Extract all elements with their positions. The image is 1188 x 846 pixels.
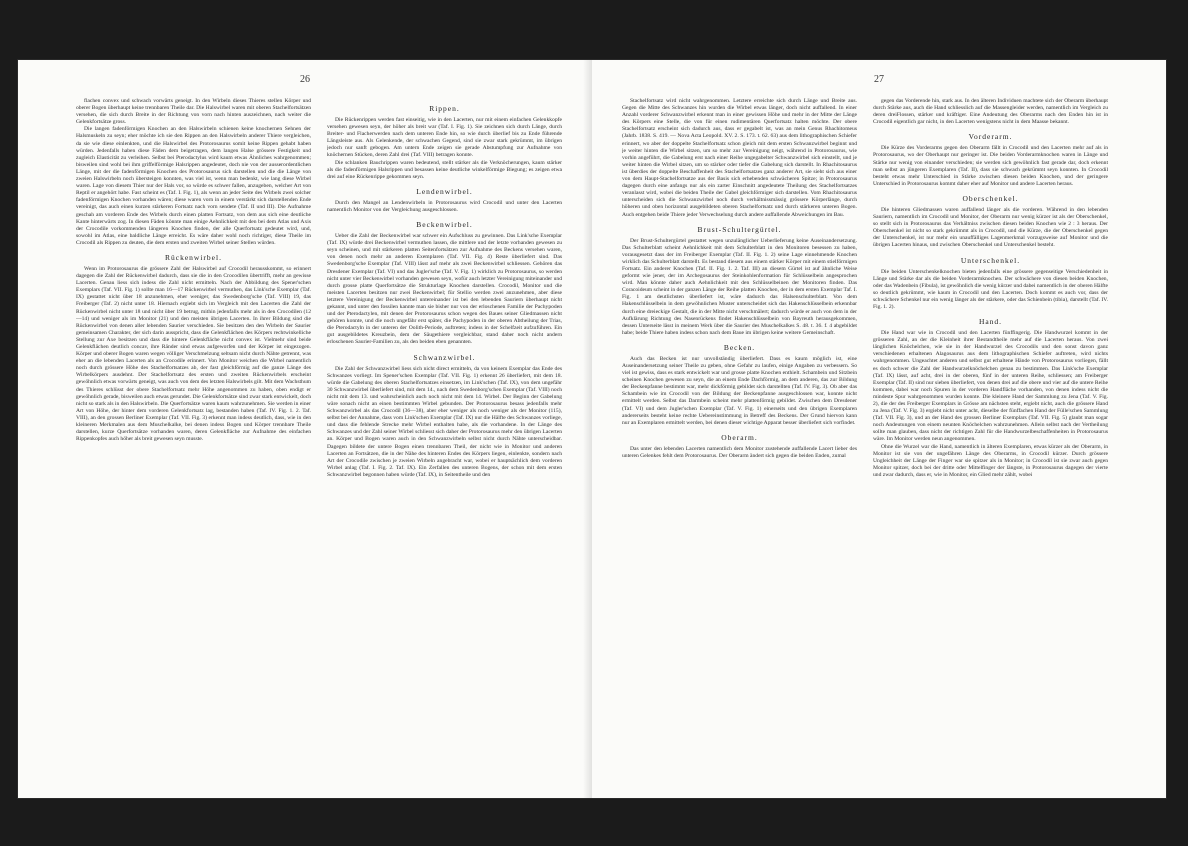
paragraph: Das unter den lebenden Lacerten namentlich dem Monitor zustehende auffallende Lacert lieber des unteren Gelenkes fehlt dem Protorosaurus. Der Oberarm ändert sich gegen die beiden Enden, zumal: [622, 445, 857, 459]
paragraph: Die beiden Unterschenkelknochen bieten jedenfalls eine grössere gegenseitige Verschiedenheit in Länge und Stärke dar als die beiden Vorderarmknochen. Der schwächere von diesen beiden Knochen, oder das Wadenbein (Fibula), ist gewöhnlich die wenig kürzer und dabei namentlich in der oberen Hälfte so deutlich gekrümmt, wie kaum in Crocodil und den Lacerten. Doch kommt es auch vor, dass der schwächere Schenkel nur ein wenig länger als der stärkere, oder das Schienbein (tibia), darstellt (Taf. IV. Fig. 1. 2).: [873, 268, 1108, 310]
section-heading: Unterschenkel.: [960, 255, 1021, 265]
paragraph: gegen das Vorderende hin, stark aus. In den älteren Individuen machtete sich der Oberarm überhaupt durch Stärke aus, auch die Hand schliesslich auf die Massengleider werden, namentlich im Vergleich zu deren dreiFlossen, stärker und kräftiger. Eine Andeutung des Oberarms nach den Enden hin ist in Crocodil eigentlich gar nicht, in den Lacerten wenigstens nicht in dem Maasse bekannt.: [873, 98, 1108, 126]
section-heading: Rückenwirbel.: [165, 252, 222, 262]
column-2: [873, 98, 1108, 778]
paragraph: Ohne die Wurzel war die Hand, namentlich in älteren Exemplaren, etwas kürzer als der Oberarm, in Monitor ist sie von der ungefähren Länge des Oberarms, in Crocodil kürzer. Durch grössere Ungleichheit der Länge der Finger war sie spitzer als in Monitor; in Crocodil ist sie zwar auch gegen Monitor spitzer, doch bei der dritte oder Mittelfinger der längste, in Protorosaurus dagegen der vierte und zwar dadurch, dass er, wie in Monitor, ein Glied mehr zählt, wobei: [873, 443, 1108, 478]
text-columns: [622, 98, 1108, 778]
section-heading: Hand.: [978, 317, 1003, 327]
column-1: [622, 98, 857, 778]
paragraph: Die langen fadenförmigen Knochen an den Halswirbeln schienen keine knochernen Sehnen der Halsmuskeln zu seyn; eher möchte ich sie den Rippen an den Halswirbeln anderer Thiere vergleichen, da sie wie diese einlenkten, und die Halswirbel des Protorosaurus somit keine Rippen gehabt haben würden. Jedenfalls haben diese Fäden dem beigetragen, dem langen Halse grössere Festigkeit und zugleich Elasticität zu verleihen. Selbst bei Pterodactylus wird kaum etwas Ähnliches wahrgenommen; bisweilen sind wohl bei ihm griffelförmige Halsrippen angedeutet, doch nie von der ausserordentlichen Länge, mit der die fadenförmigen Knochen des Protorosaurus sich darstellen und die die Länge von zweien Halswirbeln noch übersteigen konnten, was viel ist, wenn man bedenkt, wie lang diese Wirbel waren. Lage von diesem Thier nur der Hals vor, so würde es schwer fallen, anzugeben, welcher Art von Reptil er angehört habe. Fast scheint es (Taf. I. Fig. 1), als wenn an jeder Seite des Wirbels zwei solcher fadenförmigen Knochen vorhanden wären; diese waren vorn in einem verstärkt sich darstellenden Ende vereinigt, das auch einen kurzen stärkeren Fortsatz nach vorn sendete (Taf. II und III). Die Aufnahme geschah am vorderen Ende des Wirbels durch einen platten Fortsatz, von dem aus sich eine deutliche Kante hinterwärts zog. In diesen Fäden könnte man einige Aehnlichkeit mit den bei dem Atlas und Axis der Crocodile vorkommenden längeren Knochen finden, der alle Querfortsatz gedeutet wird, und, sowohl im Atlas, eine baldliche Länge erreicht. Es wäre daher wohl noch richtiger, diese Theile im Crocodil als Rippen zu deuten, die dem ersten und zweiten Wirbel seiner Stellen würden.: [76, 126, 311, 246]
paragraph: Die schlanken Bauchrippen waren bedeutend, stellt stärker als die Verknöcherungen, kaum stärker als die fadenförmigen Halsrippen und besassen keine deutliche winkelförmige Biegung; es zeigen etwa drei auf eine Rückenrippe gekommen seyn.: [327, 159, 562, 180]
paragraph: Die hinteren Gliedmassen waren auffallend länger als die vorderen. Während in den lebenden Sauriern, namentlich im Crocodil und Monitor, der Oberarm nur wenig kürzer ist als der Oberschenkel, so stellt sich in Protorosaurus das Verhältniss zwischen diesen beiden Knochen wie 2 : 3 heraus. Der Oberschenkel ist nicht so stark gekrümmt als in Crocodil, und die Kürze, die der Oberschenkel gegen der Unterschenkel, ist nur mehr ein unauffälliges Lagenmerkmal vorzugsweise auf Monitor und die übrigen Lacerten hinaus, und zwischen Oberschenkel und Unterschenkel besteht.: [873, 206, 1108, 249]
section-heading: Rippen.: [429, 104, 460, 113]
paragraph: Wenn im Protorosaurus die grössere Zahl der Halswirbel auf Crocodil herausskommt, so erinnert dagegen die Zahl der Rückenwirbel dadurch, dass sie die in den Crocodilen übertrifft, mehr an gewisse Lacerten. Genau liess sich indess die Zahl nicht ermitteln. Nach der Abbildung des Spener'schen Exemplars (Taf. VII. Fig. 1) sollte man 16—17 Rückenwirbel vermuthen, das Link'sche Exemplar (Taf. IX) gestattet nicht über 18 anzunehmen, eher weniger, das Swedenborg'sche (Taf. VIII) 19, das Freiberger (Taf. 2) nicht unter 18. Hiernach ergiebt sich im Vergleich mit den Lacerten die Zahl der Rückenwirbel nicht unter 18 und nicht über 19 betrug, mithin jedenfalls mehr als in den Crocodilen (12—14) und weniger als im Monitor (21) und den meisten übrigen Lacerten. In ihrer Bildung sind die Rückenwirbel von denen aller lebenden Saurier verschieden. Sie besitzen den den Wirbeln der Saurier gemeinsamen Charakter, der sich darin ausspricht, dass die Gelenkflächen des Körpers rechtwinkelliche Stellung zur Axe besitzen und dass die hintere Gelenkfläche nicht convex ist. Vielmehr sind beide Gelenkflächen deutlich concav, ihre Ränder sind etwas aufgeworfen und der Körper ist eingezogen. Körper und oberer Bogen waren wegen völliger Verschmelzung seltsam nicht durch Nähte getrennt, was eher an die lebenden Lacerten als an Crocodile erinnert. Von Monitor weichen die Wirbel namentlich noch durch grössere Höhe des Stachelfortsatzes ab, der fast gleichförmig auf die ganze Länge des Wirbelkörpers ausdehnt. Der Stachelfortsatz des ersten und zweiten Rückenwirbels erscheint gewöhnlich etwas vorwärts geneigt, was auch von dem des letzten Halswirbels gilt. Mit dem Wachsthum des Thieres schlüsst der obere Stachelfortsatz mehr Höhe angenommen zu haben, oben endigt er gewöhnlich gerade, bisweilen auch etwas gerundet. Die Gelenkfortsätze sind zwar stark entwickelt, doch nicht so stark als in den Halswirbeln. Die Querfortsätze waren kaum wahrzunehmen. Sie werden in einer Art von Höhe, der hinter dem vorderen Gelenkfortsatz lag, bestanden haben (Taf. IV. Fig. 1. 2. Taf. VIII), an den grossen Berliner Exemplar (Taf. VII. Fig. 3) erkennt man indess deutlich, dass, wie in den kleineren Merkmalen aus dem Muschelkalke, bei denen indess Bogen und Körper trennbare Theile darstellen, kurze Querfortsätze vorhanden waren, deren Gelenkfläche zur Aufnahme des einfachen Rippenkopfes auch höher als breit gewesen seyn musste.: [76, 265, 311, 443]
page-number: 26: [300, 74, 310, 85]
paragraph: Stachelfortsatz wird nicht wahrgenommen. Letztere erreichte sich durch Länge und Breite aus. Gegen die Mitte des Schwanzes hin wurden die Wirbel etwas länger, doch nicht auffallend. In einer Anzahl vorderer Schwanzwirbel erkennt man in einer gewissen Höhe und mehr in der Mitte der Länge des Körpers eine Stelle, die von für einen rudimentären Querfortsatz halten möchte. Der obere Stachelfortsatz erscheint sich dadurch aus, dass er gegabelt ist, was an mein Genus Rhachitomeus (Jahrb. 1838. S. 419. — Nova Acta Leopold. XV. 2. S. 173. t. 62. 63) aus dem lithographischen Schiefer erinnert, wo aber der doppelte Stachelfortsatz schon gleich mit dem ersten Schwanzwirbel beginnt und je weiter hinten die Wirbel sitzen, um so mehr zur Vereinigung neigt, während in Protorosaurus, wie vorhin angeführt, die Gabelung erst nach einer Reihe ungegabelter Schwanzwirbel sich einstellt, und je weiter hinten die Wirbel sitzen, um so stärker oder tiefer die Gabelung sich darstellt. In Rhachitosaurus ist überdies der doppelte Beschaffenheit des Stachelfortsatzes ganz anderer Art, sie sieht sich aus einer von dem Haupt-Stachelfortsatze aus der Basis sich erhebenden schwächeren Spitze; in Protorosaurus dagegen durch eine anfangs nur als ein zarter Einschnitt angedeutete Theilung des Stachelfortsatzes veranlasst wird, wobei die beiden Theile der Gabel gleichförmiger sich darstellen. Vom Rhachitosaurus unterscheiden sich die Schwanzwirbel noch durch verhältnissmässig grössere Körperlänge, durch höheren und oben horizontal ausgebildeten oberen Stachelfortsatz und durch stärkeren unteren Bogen. Auch entgehen beide Thiere jeder Verwechselung durch andere auffallende Abweichungen im Bau.: [622, 98, 857, 218]
page-gutter-shadow: [583, 60, 592, 798]
section-heading: Becken.: [723, 342, 756, 352]
paragraph: Auch das Becken ist nur unvollständig überliefert. Dass es kaum möglich ist, eine Auseinandersetzung seiner Theile zu geben, ohne Gefahr zu laufen, einige Angaben zu verbessern. So viel ist gewiss, dass es stark entwickelt war und grosse platte Knochen enthielt. Schambein und Sitzbein scheinen Knochen gewesen zu seyn, die an einem Ende Dachförmig, an dem anderen, das zur Bildung der Beckenpfanne bestimmt war, mehr dickförmig gebildet sich darstellten (Taf. IV. Fig. 3). Ob aber das Schambein wie im Crocodil von der Bildung der Beckenpfanne ausgeschlossen war, konnte nicht ermittelt werden. Selbst das Darmbein scheint mehr plattenförmig gebildet. Zwischen dem Dresdener (Taf. VI) und dem Jugler'schen Exemplar (Taf. V. Fig. 1) einerseits und den übrigen Exemplaren andererseits besteht keine rechte Uebereinstimmung in Betreff des Beckens. Der Grund hiervon kann nur an Exemplaren ermittelt werden, bei denen dieser wichtige Apparat besser überliefert sich vorfindet.: [622, 355, 857, 426]
section-heading: Oberarm.: [721, 432, 758, 442]
section-heading: Brust-Schultergürtel.: [697, 224, 782, 234]
column-1: [76, 98, 311, 778]
section-heading: Oberschenkel.: [962, 193, 1019, 203]
paragraph: Die Hand war wie in Crocodil und den Lacerten fünffingerig. Die Handwurzel kommt in der grösseren Zahl, an der die Kleinheit ihrer Bestandtheile mehr auf die Lacerten heraus. Von zwei länglichen Knöchelchen, wie sie in der Handwurzel des Crocodils und den sonst davon ganz verschiedenen erhaltenen Alagosaurus aus dem lithographischen Schiefer auftreten, wird nichts wahrgenommen. Ungeachtet anderen und selbst gut erhaltene Hände von Protorosaurus vorliegen, fällt es doch schwer die Zahl der Handwurzelknöchelchen genau zu bestimmen. Das Link'sche Exemplar (Taf. IX) lässt, auf acht, drei in der oberen, fünf in der unteren Reihe, schliessen; am Freiberger Exemplar (Taf. II) sind nur sieben überliefert, von denen drei auf die obere und vier auf die untere Reihe kommen, dabei war noch Spuren in der vorderen Handfläche vorhanden, von denen indess nicht die mindeste Spur wahrgenommen wurden konnte. Die kleinere Hand der Sammlung zu Jena (Taf. V. Fig. 2), die der des Freiberger Exemplars in Grösse am nächsten steht, ergiebt nicht, auch die grössere Hand zu Jena (Taf. V. Fig. 3) ergiebt nicht unter acht, dieselbe der fünffachen Hand der Fülle'schen Sammlung (Taf. VII. Fig. 3), und an der Hand des grossen Berliner Exemplars (Taf. VII. Fig. 5) glaubt man sogar noch Andeutungen von einem neunten Knöchelchen wahrzunehmen. Allein selbst nach der Vertheilung sollte man glauben, dass nicht der richtigen Zahl für die Handwurzelbeschaffenheiten in Protorosaurus wäre. Im Monitor werden neun angenommen.: [873, 330, 1108, 443]
paragraph: Die Kürze des Vorderarms gegen den Oberarm fällt in Crocodil und den Lacerten mehr auf als in Protorosaurus, wo der Oberhaupt nur geringer ist. Die beiden Vorderarmknochen waren in Länge und Stärke nur wenig von einander verschieden; sie werden sich gewöhnlich fast gerade dar, doch erkennt man selbst an jüngeren Exemplaren (Taf. II), dass sie schwach gekrümmt seyn konnten. In Crocodil besteht etwas mehr Unterschied in Stärke zwischen diesen beiden Knochen, und der geringere Unterschied in Protorosaurus kommt daher eher auf Monitor und andere Lacerten heraus.: [873, 145, 1108, 187]
page-number: 27: [874, 74, 884, 85]
right-page: [592, 60, 1166, 798]
column-2: [327, 98, 562, 778]
paragraph: Der Brust-Schultergürtel gestattet wegen unzulänglicher Ueberlieferung keine Auseinandersetzung. Das Schulterblatt scheint Aehnlichkeit mit dem Schulterblatt in den Monitoren besessen zu haben, vorausgesetzt dass der im Freiberger Exemplar (Taf. II. Fig. 1. 2) seine Lage einnehmende Knochen wirklich das Schulterblatt darstellt. Es bestand diesem aus einem stärker Körper mit einem stielförmigen Fortsatz. Ein anderer Knochen (Taf. II. Fig. 1. 2. Taf. III) an diesem Gürtel ist auf ähnliche Weise geformt wie jener, der im Archegosaurus der Steinkohlenformation für Schlüsselbein angesprochen wird. Man könnte daher auch Aehnlichkeit mit den Schlüsselbeinen der Monitoren finden. Das Coracoideum scheint in der ganzen Länge der Reihe platten Knochen, der in dem ersten Exemplar Taf. I. Fig. 1 am deutlichsten überliefert ist, wäre dadurch das Halsenschulterblatt. Von dem Hakenschlüsselbein in dem gewöhnlichen Muster unterscheidet sich das Hakenschlüsselbein erkennbar durch eine dreieckige Gestalt, die in der Mitte nicht verschmälert; dadurch würde er auch von dem in der Aufklärung Richtung des Nasenrückens findet Hakenschlüsselbein von Bayreuth herausgekommen, dessen Unterseite lässt in meinem Werk über die Saurier des Muschelkalkes S. 48. t. 36. f. 4 abgebildet habe; beide Thiere haben indess schon nach dem Baue im übrigen keine weitere Gemeinschaft.: [622, 237, 857, 336]
paragraph: Durch den Mangel an Lendenwirbeln in Protorosaurus wird Crocodil und unter den Lacerten namentlich Monitor von der Vergleichung ausgeschlossen.: [327, 199, 562, 213]
paragraph: flachen convex und schwach vorwärts geneigt. In den Wirbeln dieses Thieres stellen Körper und oberer Bogen überhaupt keine trennbaren Theile dar. Die Halswirbel waren mit oberen Stachelfortsätzen versehen, die sich durch Breite in der Richtung von vorn nach hinten auszeichnen, nach weiter die Gelenkfortsätze gross.: [76, 98, 311, 126]
section-heading: Beckenwirbel.: [416, 220, 473, 230]
section-heading: Schwanzwirbel.: [413, 352, 476, 362]
text-columns: [76, 98, 562, 778]
left-page: [18, 60, 592, 798]
paragraph: Ueber die Zahl der Beckenwirbel war schwer ein Aufschluss zu gewinnen. Das Link'sche Exemplar (Taf. IX) würde drei Beckenwirbel vermuthen lassen, die mittlere und der letzte vorhanden gewesen zu seyn scheinen, und mit stärkeren platten Seitenfortsätzen zur Aufnahme des Beckens versehen waren, von denen noch mehr an anderen Exemplaren (Taf. VII. Fig. 4) Reste überliefert sind. Das Swedenborg'sche Exemplar (Taf. VIII) lässt auf mehr als zwei Beckenwirbel schliessen. Gehören das Dresdener Exemplar (Taf. VI) und das Jugler'sche (Taf. V. Fig. 1) wirklich zu Protorosaurus, so werden nicht unter vier Beckenwirbel vorhanden gewesen seyn, wofür auch letzter Vereinigung miteinander und durch grosse platte Querfortsätze die Strukturlage Knochen darstellen. Crocodil, Monitor und die meisten Lacerten besitzen nur zwei Beckenwirbel; für Stellio werden zwei anzunehmen, aber diese letztere Vereinigung der Beckenwirbel untereinander ist bei den lebenden Sauriern überhaupt nicht gekannt, und unter den fossilen kannte man sie bisher nur von der erloschenen Familie der Pachypoden und der Pterodactylen, mit denen der Protorosaurus schon wegen des Baues seiner Gliedmassen nicht gehören konnte, und die noch ungefähr erst später, die Pachypoden in der oberen Abtheilung der Trias, die Pterodactyln in der unteren der Oolith-Periode, auftreten; indess in der Schelfzeit aufzuführen. Ein gut ausgebildetes Kreuzbein, dem der Säugethiere vergleichbar, stand daher noch nicht andern erloschenen Saurier-Familien zu, als den beiden eben genannten.: [327, 233, 562, 346]
book-spread: [18, 60, 1166, 798]
section-heading: Lendenwirbel.: [416, 186, 473, 196]
paragraph: Die Zahl der Schwanzwirbel liess sich nicht direct ermitteln, da von keinem Exemplar das Ende des Schwanzes vorliegt. Im Spener'schen Exemplar (Taf. VII. Fig. 1) erkennt 26 überliefert, mit dem 18. würde die Gabelung des oberen Stachelfortsatzes einsetzen, im Link'schen (Taf. IX), von dem ungefähr 30 Schwanzwirbel überliefert sind, mit dem 14., nach dem Swedenborg'schen Exemplar (Taf. VIII) noch nicht mit dem 13. und wahrscheinlich auch noch nicht mit dem 14. Wirbel. Der Beginn der Gabelung wäre sonach nicht an einen bestimmten Wirbel gebunden. Der Protorosaurus besass jedenfalls mehr Schwanzwirbel als das Crocodil (36—38), aber eher weniger als noch weniger als der Monitor (115), selbst bei der Annahme, dass vom Link'schen Exemplar (Taf. IX) nur die Hälfte des Schwanzes vorliege, und dass die fehlende Strecke mehr Wirbel enthalten habe, als die vorhandene. In der Länge des Schwanzes und der Zahl seiner Wirbel schliesst sich daher der Protorosaurus mehr den übrigen Lacerten an. Körper und Bogen waren auch in den Schwanzwirbeln selbst nicht durch Nähte unterscheidbar. Dagegen bildete der untere Bogen einen trennbaren Theil, der nicht wie in Monitor und anderen Lacerten an Fortsätzen, die in der Nähe des hinteren Endes des Körpers liegen, einlenkte, sondern nach Art der Crocodile zwischen je zweien Wirbeln angebracht war, wobei er hauptsächlich dem vorderen Wirbel anlag (Taf. I. Fig. 2. Taf. IX). Ein Zerfallen des unteren Bogens, der schon mit dem ersten Schwanzwirbel begonnen haben würde (Taf. IX), in Seitentheile und den: [327, 365, 562, 478]
section-heading: Vorderarm.: [968, 132, 1013, 142]
paragraph: Die Rückenrippen werden fast einseitig, wie in den Lacerten, nur mit einem einfachen Gelenkkopfe versehen gewesen seyn, der höher als breit war (Taf. I. Fig. 1). Sie zeichnen sich durch Länge, durch Breiter- und Flacherwerden nach dem unteren Ende hin, so wie durch überlief bis zu Ende führende Längsleiste aus. Als Gelenkende, der schwachen Gegend, sind sie zwar stark gekrümmt, im übrigen jedoch nur sanft gebogen. Am untern Ende zeigen sie gerade Abstumpfung zur Aufnahme von knöchernen Stücken, deren Zahl drei (Taf. VIII) betragen konnte.: [327, 117, 562, 159]
